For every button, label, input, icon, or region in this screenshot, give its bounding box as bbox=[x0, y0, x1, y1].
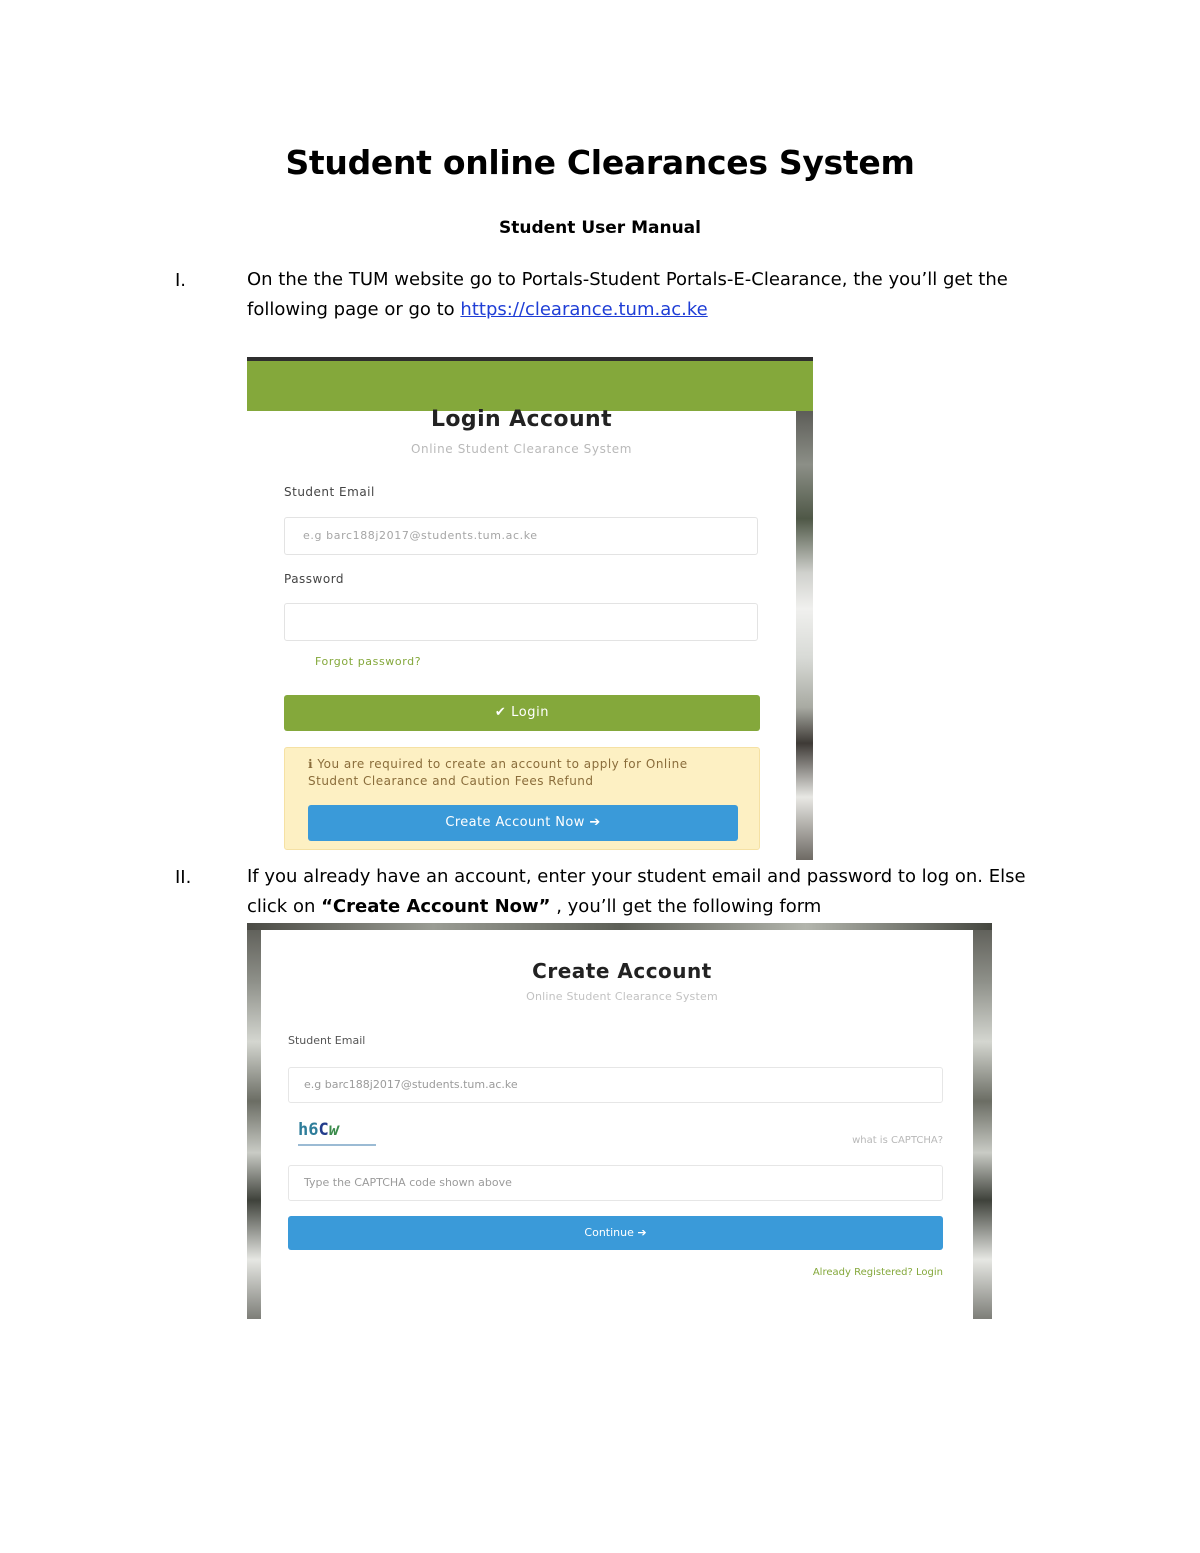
captcha-char: h6 bbox=[298, 1120, 319, 1140]
login-screenshot bbox=[247, 357, 813, 860]
create-account-screenshot bbox=[247, 923, 992, 1319]
continue-label: Continue bbox=[584, 1226, 634, 1239]
check-icon: ✔ bbox=[494, 705, 507, 720]
email-field[interactable]: e.g barc188j2017@students.tum.ac.ke bbox=[288, 1067, 943, 1103]
step-text-body: If you already have an account, enter your student email and password to log on. Else click on bbox=[247, 866, 1026, 917]
document-subtitle: Student User Manual bbox=[499, 218, 701, 238]
already-registered-link[interactable]: Already Registered? Login bbox=[812, 1267, 943, 1278]
email-label: Student Email bbox=[284, 485, 375, 499]
forgot-password-link[interactable]: Forgot password? bbox=[315, 655, 422, 668]
continue-button[interactable] bbox=[288, 1216, 943, 1250]
captcha-field[interactable]: Type the CAPTCHA code shown above bbox=[288, 1165, 943, 1201]
create-account-subtitle: Online Student Clearance System bbox=[526, 990, 718, 1003]
step-text-tail: , you’ll get the following form bbox=[550, 896, 822, 917]
header-bar bbox=[247, 361, 813, 411]
info-alert bbox=[284, 747, 760, 850]
arrow-right-icon: ➔ bbox=[637, 1226, 647, 1239]
clearance-link[interactable]: https://clearance.tum.ac.ke bbox=[460, 299, 708, 320]
login-title: Login Account bbox=[430, 407, 612, 432]
captcha-char: C bbox=[318, 1120, 329, 1140]
create-account-card bbox=[261, 930, 973, 1319]
step-text bbox=[247, 862, 1067, 922]
create-account-label: Create Account Now bbox=[445, 815, 585, 830]
email-label: Student Email bbox=[288, 1034, 366, 1047]
create-account-button[interactable] bbox=[308, 805, 738, 841]
alert-text: You are required to create an account to apply for Online Student Clearance and Caution Fees Refund bbox=[308, 757, 688, 788]
captcha-char: w bbox=[328, 1120, 339, 1140]
step-text-emphasis: “Create Account Now” bbox=[321, 896, 551, 917]
alert-message bbox=[308, 756, 738, 790]
login-button[interactable] bbox=[284, 695, 760, 731]
info-icon: ℹ bbox=[308, 757, 314, 771]
captcha-image bbox=[298, 1120, 339, 1140]
background-photo-strip bbox=[796, 411, 813, 860]
step-text bbox=[247, 265, 1077, 325]
password-label: Password bbox=[284, 572, 345, 586]
email-field[interactable]: e.g barc188j2017@students.tum.ac.ke bbox=[284, 517, 758, 555]
background-photo-strip bbox=[247, 923, 992, 930]
login-subtitle: Online Student Clearance System bbox=[410, 442, 633, 456]
arrow-right-icon: ➔ bbox=[589, 815, 601, 830]
captcha-noise-line bbox=[298, 1144, 376, 1146]
step-number: I. bbox=[175, 270, 187, 291]
password-field[interactable] bbox=[284, 603, 758, 641]
what-is-captcha-link[interactable]: what is CAPTCHA? bbox=[852, 1135, 943, 1146]
document-title: Student online Clearances System bbox=[285, 143, 915, 182]
step-text-body: On the the TUM website go to Portals-Student Portals-E-Clearance, the you’ll get the following page or go to bbox=[247, 269, 1008, 320]
login-button-label: Login bbox=[511, 705, 550, 720]
create-account-title: Create Account bbox=[532, 959, 712, 983]
step-number: II. bbox=[175, 867, 192, 888]
